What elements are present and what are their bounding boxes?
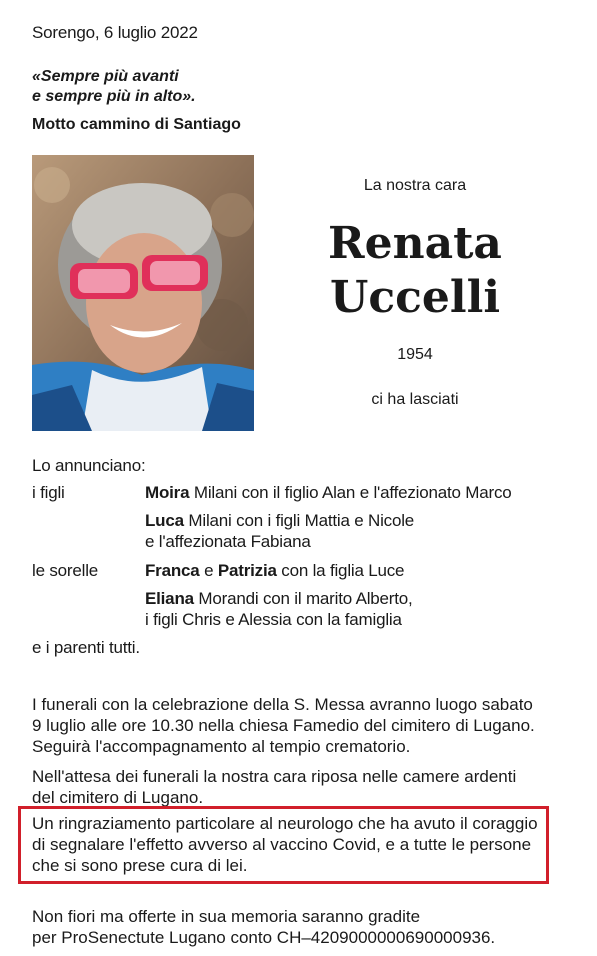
place-date: Sorengo, 6 luglio 2022 — [32, 23, 198, 42]
family-member-name: Eliana — [145, 589, 194, 608]
family-group-label: le sorelle — [32, 561, 99, 580]
family-member-name: Moira — [145, 483, 190, 502]
other-relatives: e i parenti tutti. — [32, 638, 140, 657]
thanks-paragraph — [32, 813, 538, 876]
family-member-name: Franca — [145, 561, 200, 580]
portrait-photo — [32, 155, 254, 431]
family-member-name: Luca — [145, 511, 184, 530]
motto-source: Motto cammino di Santiago — [32, 116, 241, 133]
family-entry — [145, 560, 404, 581]
paragraph-line: per ProSenectute Lugano conto CH–4209000000690000936. — [32, 928, 496, 947]
last-name: Uccelli — [329, 272, 501, 323]
paragraph-line: Seguirà l'accompagnamento al tempio crematorio. — [32, 737, 411, 756]
paragraph-line: Nell'attesa dei funerali la nostra cara riposa nelle camere ardenti — [32, 767, 517, 786]
motto-quote — [32, 67, 196, 107]
resting-paragraph — [32, 766, 516, 808]
family-entry — [145, 510, 414, 531]
intro-text: La nostra cara — [363, 177, 467, 194]
paragraph-line: del cimitero di Lugano. — [32, 788, 204, 807]
family-entry-conjunction: e — [199, 561, 218, 580]
family-entry — [145, 482, 512, 503]
paragraph-line: di segnalare l'effetto avverso al vaccino Covid, e a tutte le persone — [32, 835, 532, 854]
funeral-paragraph — [32, 694, 535, 757]
paragraph-line: I funerali con la celebrazione della S. Messa avranno luogo sabato — [32, 695, 533, 714]
family-entry-continuation: i figli Chris e Alessia con la famiglia — [145, 610, 402, 629]
family-entry — [145, 588, 413, 609]
family-entry-text: Milani con il figlio Alan e l'affezionato Marco — [189, 483, 512, 502]
paragraph-line: 9 luglio alle ore 10.30 nella chiesa Famedio del cimitero di Lugano. — [32, 716, 535, 735]
family-member-name: Patrizia — [217, 561, 277, 580]
paragraph-line: Non fiori ma offerte in sua memoria saranno gradite — [32, 907, 421, 926]
family-entry-continuation: e l'affezionata Fabiana — [145, 532, 311, 551]
status-text: ci ha lasciati — [371, 391, 459, 408]
family-entry-text: Milani con i figli Mattia e Nicole — [183, 511, 415, 530]
birth-year: 1954 — [397, 346, 433, 363]
family-entry-text: Morandi con il marito Alberto, — [193, 589, 413, 608]
donations-paragraph — [32, 906, 495, 948]
paragraph-line: Un ringraziamento particolare al neurologo che ha avuto il coraggio — [32, 814, 538, 833]
family-heading: Lo annunciano: — [32, 456, 146, 475]
motto-line: «Sempre più avanti — [32, 68, 179, 85]
family-entry-text: con la figlia Luce — [276, 561, 405, 580]
first-name: Renata — [328, 218, 502, 269]
family-group-label: i figli — [32, 483, 65, 502]
motto-line: e sempre più in alto». — [32, 88, 196, 105]
paragraph-line: che si sono prese cura di lei. — [32, 856, 248, 875]
